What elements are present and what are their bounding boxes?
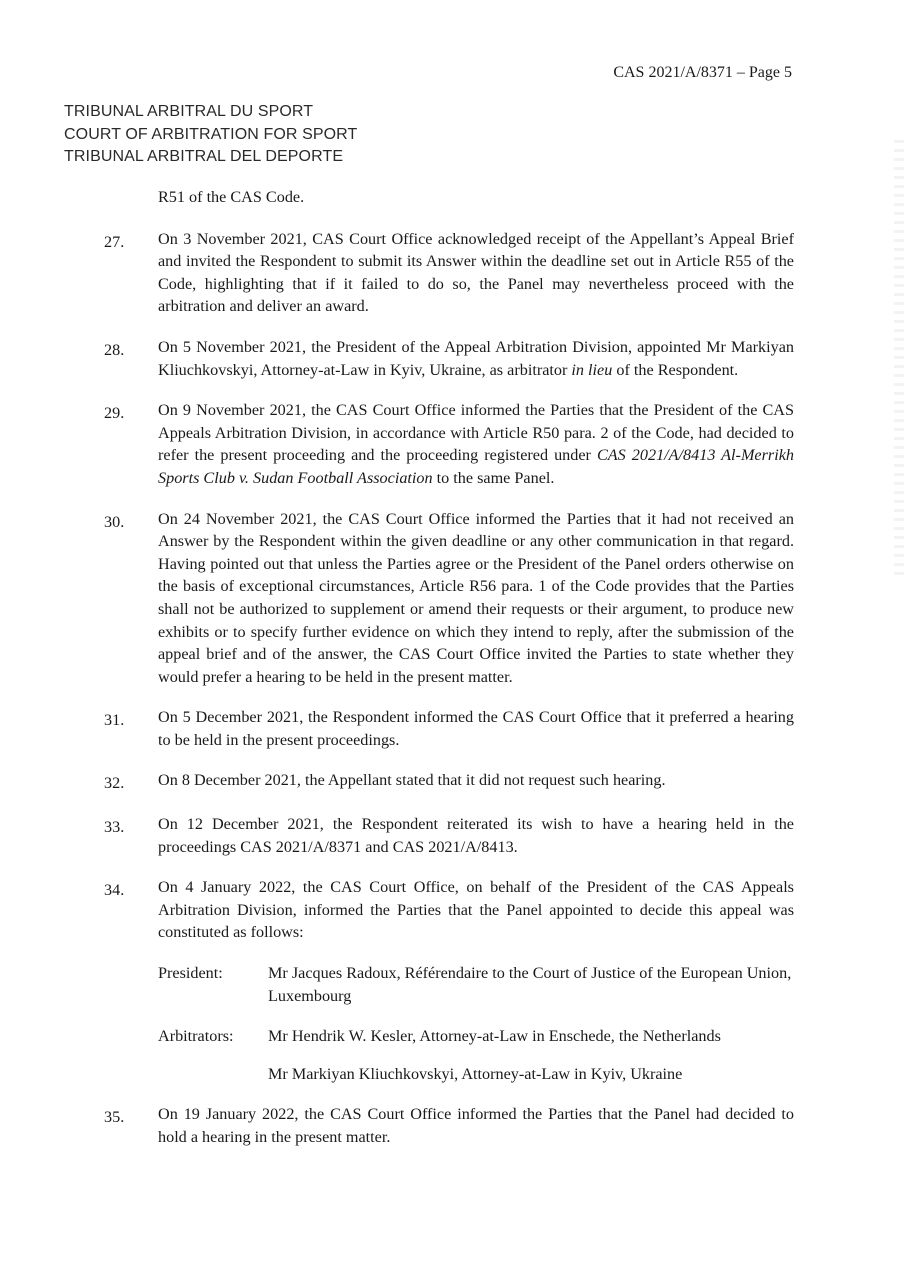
paragraph-number: 29.	[104, 404, 125, 423]
paragraph-number: 33.	[104, 818, 125, 837]
paragraph-text: On 8 December 2021, the Appellant stated that it did not request such hearing.	[158, 771, 666, 790]
paragraph-number: 27.	[104, 232, 125, 251]
paragraph-29	[104, 399, 794, 489]
paragraph-number: 28.	[104, 340, 125, 359]
panel-arbitrator-2-row	[158, 1063, 794, 1086]
president-name: Mr Jacques Radoux, Référendaire to the Court of Justice of the European Union, Luxembourg	[268, 964, 792, 1005]
paragraph-27	[104, 228, 794, 318]
paragraph-33	[104, 813, 794, 858]
text-segment: On 9 November 2021, the CAS Court Office informed the Parties that the President of the CAS Appeals Arbitration Division, in accordance with Article R50 para. 2 of the Code, had decided to refer the present proceeding and the proceeding registered under	[158, 401, 794, 465]
scan-margin-marks	[894, 140, 904, 580]
text-segment: to the same Panel.	[432, 468, 555, 487]
text-segment: On 5 November 2021, the President of the Appeal Arbitration Division, appointed Mr Markiyan Kliuchkovskyi, Attorney-at-Law in Kyiv, Ukraine, as arbitrator	[158, 337, 794, 379]
paragraph-body: On 4 January 2022, the CAS Court Office, on behalf of the President of the CAS Appeals Arbitration Division, informed the Parties that the Panel appointed to decide this appeal was constituted as follows:	[158, 878, 794, 942]
paragraph-text: On 3 November 2021, CAS Court Office acknowledged receipt of the Appellant’s Appeal Brief and invited the Respondent to submit its Answer within the deadline set out in Article R55 of the Code, highlighting that if it failed to do so, the Panel may nevertheless proceed with the arbitration and deliver an award.	[158, 229, 794, 316]
president-label: President:	[158, 964, 223, 983]
paragraph-28	[104, 336, 794, 381]
paragraph-number: 35.	[104, 1108, 125, 1127]
letterhead-line-spanish: TRIBUNAL ARBITRAL DEL DEPORTE	[64, 148, 344, 165]
paragraph-text	[158, 876, 794, 1085]
court-letterhead	[64, 101, 357, 169]
paragraph-text: On 12 December 2021, the Respondent reiterated its wish to have a hearing held in the proceedings CAS 2021/A/8371 and CAS 2021/A/8413.	[158, 815, 794, 856]
letterhead-line-english: COURT OF ARBITRATION FOR SPORT	[64, 125, 358, 143]
paragraph-number: 31.	[104, 711, 125, 730]
paragraph-number: 30.	[104, 512, 125, 531]
panel-arbitrators-row	[158, 1025, 794, 1048]
panel-president-row	[158, 962, 794, 1007]
text-segment: of the Respondent.	[612, 360, 739, 379]
paragraph-34	[104, 876, 794, 1085]
paragraph-30	[104, 508, 794, 689]
paragraph-text: On 24 November 2021, the CAS Court Office informed the Parties that it had not received an Answer by the Respondent within the given deadline or any other communication in that regard. Having pointed out that unless the Parties agree or the President of the Panel orders otherwise on the basis of exceptional circumstances, Article R56 para. 1 of the Code provides that the Parties shall not be authorized to supplement or amend their requests or their argument, to produce new exhibits or to specify further evidence on which they intend to reply, after the submission of the appeal brief and of the answer, the CAS Court Office invited the Parties to state whether they would prefer a hearing to be held in the present matter.	[158, 509, 794, 686]
paragraph-number: 32.	[104, 774, 125, 793]
continued-paragraph-text: R51 of the CAS Code.	[158, 188, 305, 206]
italic-term: in lieu	[571, 360, 613, 379]
arbitrator-1-name: Mr Hendrik W. Kesler, Attorney-at-Law in Enschede, the Netherlands	[268, 1027, 721, 1046]
arbitrators-label: Arbitrators:	[158, 1027, 234, 1046]
paragraph-number: 34.	[104, 881, 125, 900]
paragraph-32	[104, 769, 794, 795]
paragraph-text	[158, 399, 794, 489]
letterhead-line-french: TRIBUNAL ARBITRAL DU SPORT	[64, 103, 314, 120]
italic-case-title: CAS 2021/A/8413 Al-Merrikh Sports Club v. Sudan Football Association	[158, 446, 794, 487]
arbitrator-2-name: Mr Markiyan Kliuchkovskyi, Attorney-at-Law in Kyiv, Ukraine	[268, 1064, 683, 1083]
paragraph-text	[158, 336, 794, 381]
paragraph-31	[104, 706, 794, 751]
page-reference: CAS 2021/A/8371 – Page 5	[613, 64, 792, 81]
paragraph-text: On 5 December 2021, the Respondent informed the CAS Court Office that it preferred a hearing to be held in the present proceedings.	[158, 708, 794, 749]
document-body	[104, 186, 794, 1167]
paragraph-text: On 19 January 2022, the CAS Court Office informed the Parties that the Panel had decided to hold a hearing in the present matter.	[158, 1105, 794, 1146]
paragraph-35	[104, 1103, 794, 1148]
